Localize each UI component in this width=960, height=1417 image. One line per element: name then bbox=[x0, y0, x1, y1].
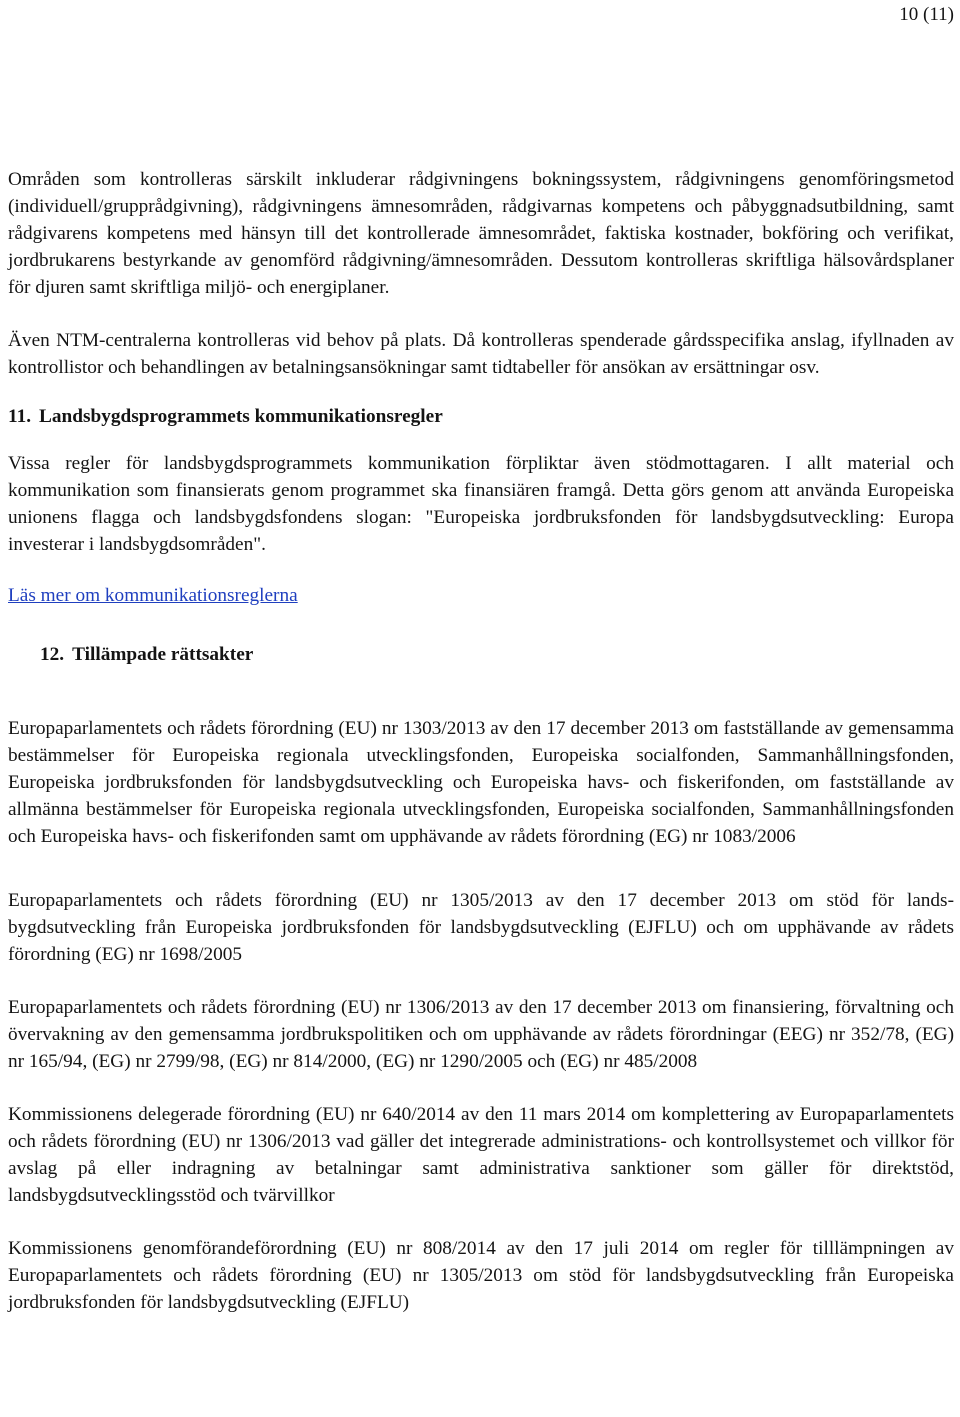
page-number: 10 (11) bbox=[899, 4, 954, 25]
legal-act-1306-2013: Europaparlamentets och rådets förordning (EU) nr 1306/2013 av den 17 december 2013 om finansiering, förvaltning och övervakning av den gemensamma jordbrukspolitiken och om upphävande av rådets förordningar (EEG) nr 352/78, (EG) nr 165/94, (EG) nr 2799/98, (EG) nr 814/2000, (EG) nr 1290/2005 och (EG) nr 485/2008 bbox=[8, 997, 954, 1072]
legal-act-1303-2013: Europaparlamentets och rådets förordning (EU) nr 1303/2013 av den 17 december 2013 om fastställande av gemensamma bestämmelser för Europeiska regionala utvecklingsfonden, Europeiska socialfonden, Sammanhållningsfonden, Europeiska jordbruksfonden för landsbygdsutveckling och Europeiska havs- och fiskerifonden, om fastställande av allmänna bestämmelser för Europeiska regionala utvecklingsfonden, Europeiska socialfonden, Sammanhållningsfonden och Europeiska havs- och fiskerifonden samt om upphävande av rådets förordning (EG) nr 1083/2006 bbox=[8, 718, 954, 847]
paragraph-communication-rules: Vissa regler för landsbygdsprogrammets kommunikation förpliktar även stödmottagaren. I allt material och kommunikation som finansierats genom programmet ska finansiären framgå. Detta görs genom att använda Europeiska unionens flagga och landsbygdsfondens slogan: "Europeiska jordbruksfonden för landsbygdsutveckling: Europa investerar i landsbygdsområden". bbox=[8, 453, 954, 555]
legal-act-808-2014: Kommissionens genomförandeförordning (EU) nr 808/2014 av den 17 juli 2014 om regler för tilllämpningen av Europaparlamentets och rådets förordning (EU) nr 1305/2013 om stöd för landsbygdsutveckling från Europeiska jordbruksfonden för landsbygdsutveckling (EJFLU) bbox=[8, 1238, 954, 1313]
section-11-heading bbox=[8, 403, 954, 430]
section-12-number: 12. bbox=[40, 644, 65, 665]
section-11-number: 11. bbox=[8, 406, 32, 427]
paragraph-controlled-areas: Områden som kontrolleras särskilt inkluderar rådgivningens bokningssystem, rådgivningens genomföringsmetod (individuell/grupprådgivning), rådgivningens ämnesområden, rådgivarnas kompetens och påbyggnadsutbildning, samt rådgivarens kompetens med hänsyn till det kontrollerade ämnesområdet, faktiska kostnader, bokföring och verifikat, jordbrukarens bestyrkande av genomförd rådgivning/ämnesområden. Dessutom kontrolleras skriftliga hälsovårdsplaner för djuren samt skriftliga miljö- och energiplaner. bbox=[8, 169, 954, 298]
legal-act-640-2014: Kommissionens delegerade förordning (EU) nr 640/2014 av den 11 mars 2014 om komplettering av Europaparlamentets och rådets förordning (EU) nr 1306/2013 vad gäller det integrerade administrations- och kontrollsystemet och villkor för avslag på eller indragning av betalningar samt administrativa sanktioner som gäller för direktstöd, landsbygdsutvecklingsstöd och tvärvillkor bbox=[8, 1104, 954, 1206]
section-12-title: Tillämpade rättsakter bbox=[72, 644, 254, 665]
paragraph-ntm-centres: Även NTM-centralerna kontrolleras vid behov på plats. Då kontrolleras spenderade gårdsspecifika anslag, ifyllnaden av kontrollistor och behandlingen av betalningsansökningar samt tidtabeller för ansökan av ersättningar osv. bbox=[8, 330, 954, 378]
section-12-heading bbox=[8, 641, 954, 668]
document-body bbox=[8, 166, 954, 1316]
section-11-title: Landsbygdsprogrammets kommunikationsregler bbox=[39, 406, 443, 427]
legal-act-1305-2013: Europaparlamentets och rådets förordning (EU) nr 1305/2013 av den 17 december 2013 om stöd för landsbygdsutveckling från Europeiska jordbruksfonden för landsbygdsutveckling (EJFLU) och om upphävande av rådets förordning (EG) nr 1698/2005 bbox=[8, 890, 954, 965]
communication-rules-link[interactable]: Läs mer om kommunikationsreglerna bbox=[8, 585, 298, 606]
